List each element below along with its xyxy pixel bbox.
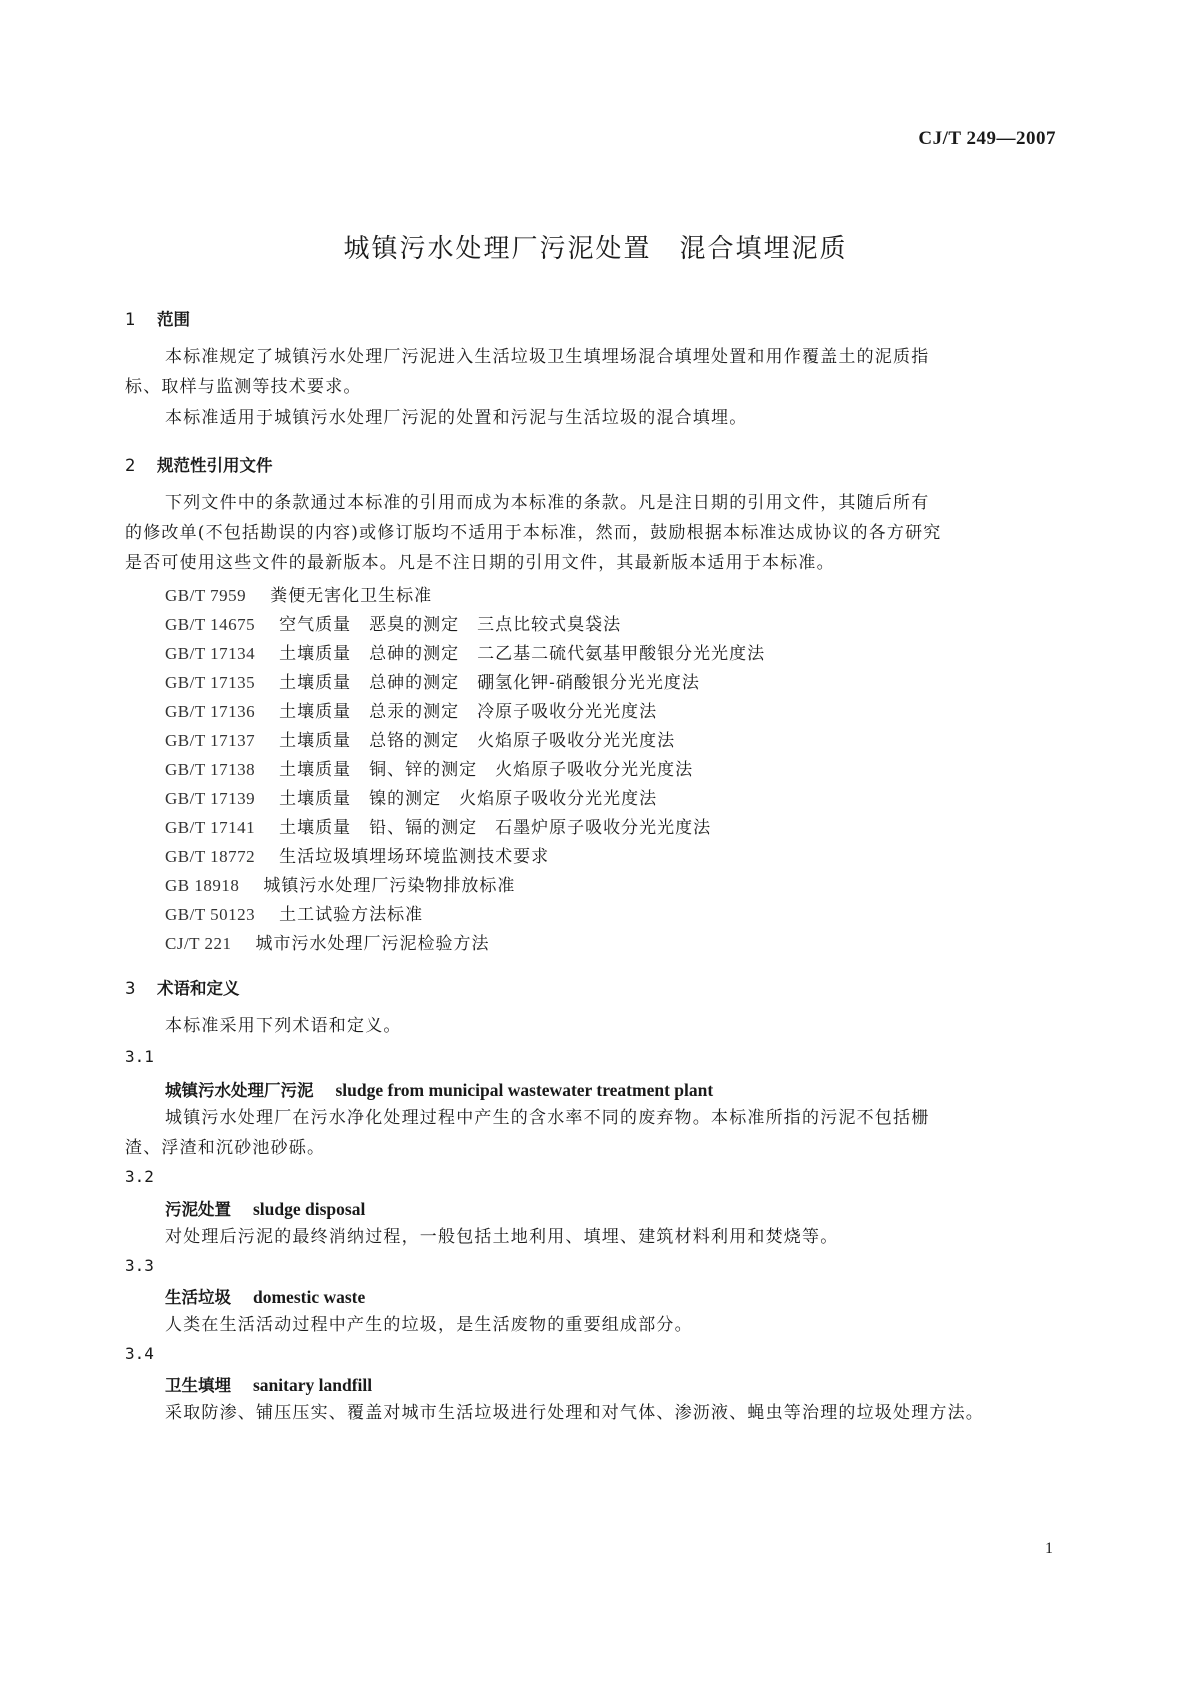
reference-code: GB/T 7959 [165, 586, 247, 605]
reference-title: 土壤质量 铅、镉的测定 石墨炉原子吸收分光光度法 [279, 818, 712, 838]
reference-item [165, 842, 549, 867]
reference-title: 土壤质量 铜、锌的测定 火焰原子吸收分光光度法 [279, 760, 694, 780]
term-number: 3.4 [125, 1344, 154, 1363]
reference-title: 城市污水处理厂污泥检验方法 [255, 934, 490, 954]
reference-item [165, 929, 490, 954]
reference-title: 粪便无害化卫生标准 [270, 586, 433, 606]
term-heading [165, 1372, 372, 1396]
section-2-heading [125, 452, 273, 476]
section-title: 规范性引用文件 [157, 456, 273, 475]
reference-code: GB/T 17136 [165, 702, 256, 721]
term-zh: 卫生填埋 [165, 1376, 231, 1395]
s1-p2: 本标准适用于城镇污水处理厂污泥的处置和污泥与生活垃圾的混合填埋。 [165, 408, 748, 428]
reference-code: GB/T 17135 [165, 673, 256, 692]
reference-item [165, 813, 711, 838]
s2-p1-line2: 的修改单(不包括勘误的内容)或修订版均不适用于本标准，然而，鼓励根据本标准达成协议的各方研究 [125, 523, 942, 543]
term-en: sludge from municipal wastewater treatment plant [335, 1080, 714, 1100]
term-number: 3.1 [125, 1047, 154, 1066]
section-number: 2 [125, 456, 136, 475]
term-zh: 城镇污水处理厂污泥 [165, 1081, 314, 1100]
reference-item [165, 871, 515, 896]
reference-code: GB/T 17137 [165, 731, 256, 750]
reference-code: GB/T 50123 [165, 905, 256, 924]
s2-p1-line1: 下列文件中的条款通过本标准的引用而成为本标准的条款。凡是注日期的引用文件，其随后所有 [165, 493, 930, 513]
section-title: 范围 [157, 310, 190, 329]
reference-item [165, 900, 423, 925]
reference-title: 土壤质量 总砷的测定 硼氢化钾-硝酸银分光光度法 [279, 673, 700, 693]
s1-p1-line2: 标、取样与监测等技术要求。 [125, 377, 362, 397]
term-definition-line1: 人类在生活活动过程中产生的垃圾，是生活废物的重要组成部分。 [165, 1315, 693, 1335]
standard-code: CJ/T 249—2007 [918, 128, 1056, 149]
s2-p1-line3: 是否可使用这些文件的最新版本。凡是不注日期的引用文件，其最新版本适用于本标准。 [125, 553, 835, 573]
page-title: 城镇污水处理厂污泥处置 混合填埋泥质 [343, 234, 848, 264]
term-heading [165, 1284, 365, 1308]
term-heading [165, 1077, 713, 1101]
s1-p1-line1: 本标准规定了城镇污水处理厂污泥进入生活垃圾卫生填埋场混合填埋处置和用作覆盖土的泥质指 [165, 347, 930, 367]
term-number: 3.2 [125, 1167, 154, 1186]
section-number: 1 [125, 310, 136, 329]
term-definition-line1: 城镇污水处理厂在污水净化处理过程中产生的含水率不同的废弃物。本标准所指的污泥不包括栅 [165, 1108, 930, 1128]
term-definition-line1: 对处理后污泥的最终消纳过程，一般包括土地利用、填埋、建筑材料利用和焚烧等。 [165, 1227, 839, 1247]
reference-item [165, 668, 700, 693]
reference-title: 土壤质量 总砷的测定 二乙基二硫代氨基甲酸银分光光度法 [279, 644, 766, 664]
reference-item [165, 581, 432, 606]
reference-title: 城镇污水处理厂污染物排放标准 [263, 876, 516, 896]
term-en: domestic waste [253, 1287, 366, 1307]
section-number: 3 [125, 979, 136, 998]
section-title: 术语和定义 [157, 979, 240, 998]
reference-title: 土壤质量 镍的测定 火焰原子吸收分光光度法 [279, 789, 658, 809]
reference-item [165, 610, 621, 635]
reference-code: GB/T 17139 [165, 789, 256, 808]
section-1-heading [125, 306, 190, 330]
term-definition-line2: 渣、浮渣和沉砂池砂砾。 [125, 1138, 326, 1158]
term-definition-line1: 采取防渗、铺压压实、覆盖对城市生活垃圾进行处理和对气体、渗沥液、蝇虫等治理的垃圾处理方法。 [165, 1403, 984, 1423]
reference-title: 土壤质量 总铬的测定 火焰原子吸收分光光度法 [279, 731, 676, 751]
s3-intro: 本标准采用下列术语和定义。 [165, 1016, 402, 1036]
reference-code: GB/T 14675 [165, 615, 256, 634]
section-3-heading [125, 975, 240, 999]
reference-item [165, 784, 657, 809]
term-en: sanitary landfill [253, 1375, 373, 1395]
reference-code: GB/T 17138 [165, 760, 256, 779]
reference-item [165, 726, 675, 751]
reference-item [165, 697, 657, 722]
reference-item [165, 755, 693, 780]
term-zh: 生活垃圾 [165, 1288, 231, 1307]
reference-code: CJ/T 221 [165, 934, 232, 953]
term-number: 3.3 [125, 1256, 154, 1275]
reference-code: GB/T 18772 [165, 847, 256, 866]
reference-title: 空气质量 恶臭的测定 三点比较式臭袋法 [279, 615, 622, 635]
reference-title: 土工试验方法标准 [279, 905, 424, 925]
page-number: 1 [1045, 1540, 1053, 1557]
reference-item [165, 639, 765, 664]
term-en: sludge disposal [253, 1199, 366, 1219]
reference-title: 土壤质量 总汞的测定 冷原子吸收分光光度法 [279, 702, 658, 722]
reference-title: 生活垃圾填埋场环境监测技术要求 [279, 847, 550, 867]
term-zh: 污泥处置 [165, 1200, 231, 1219]
reference-code: GB/T 17134 [165, 644, 256, 663]
term-heading [165, 1196, 365, 1220]
reference-code: GB/T 17141 [165, 818, 256, 837]
reference-code: GB 18918 [165, 876, 240, 895]
